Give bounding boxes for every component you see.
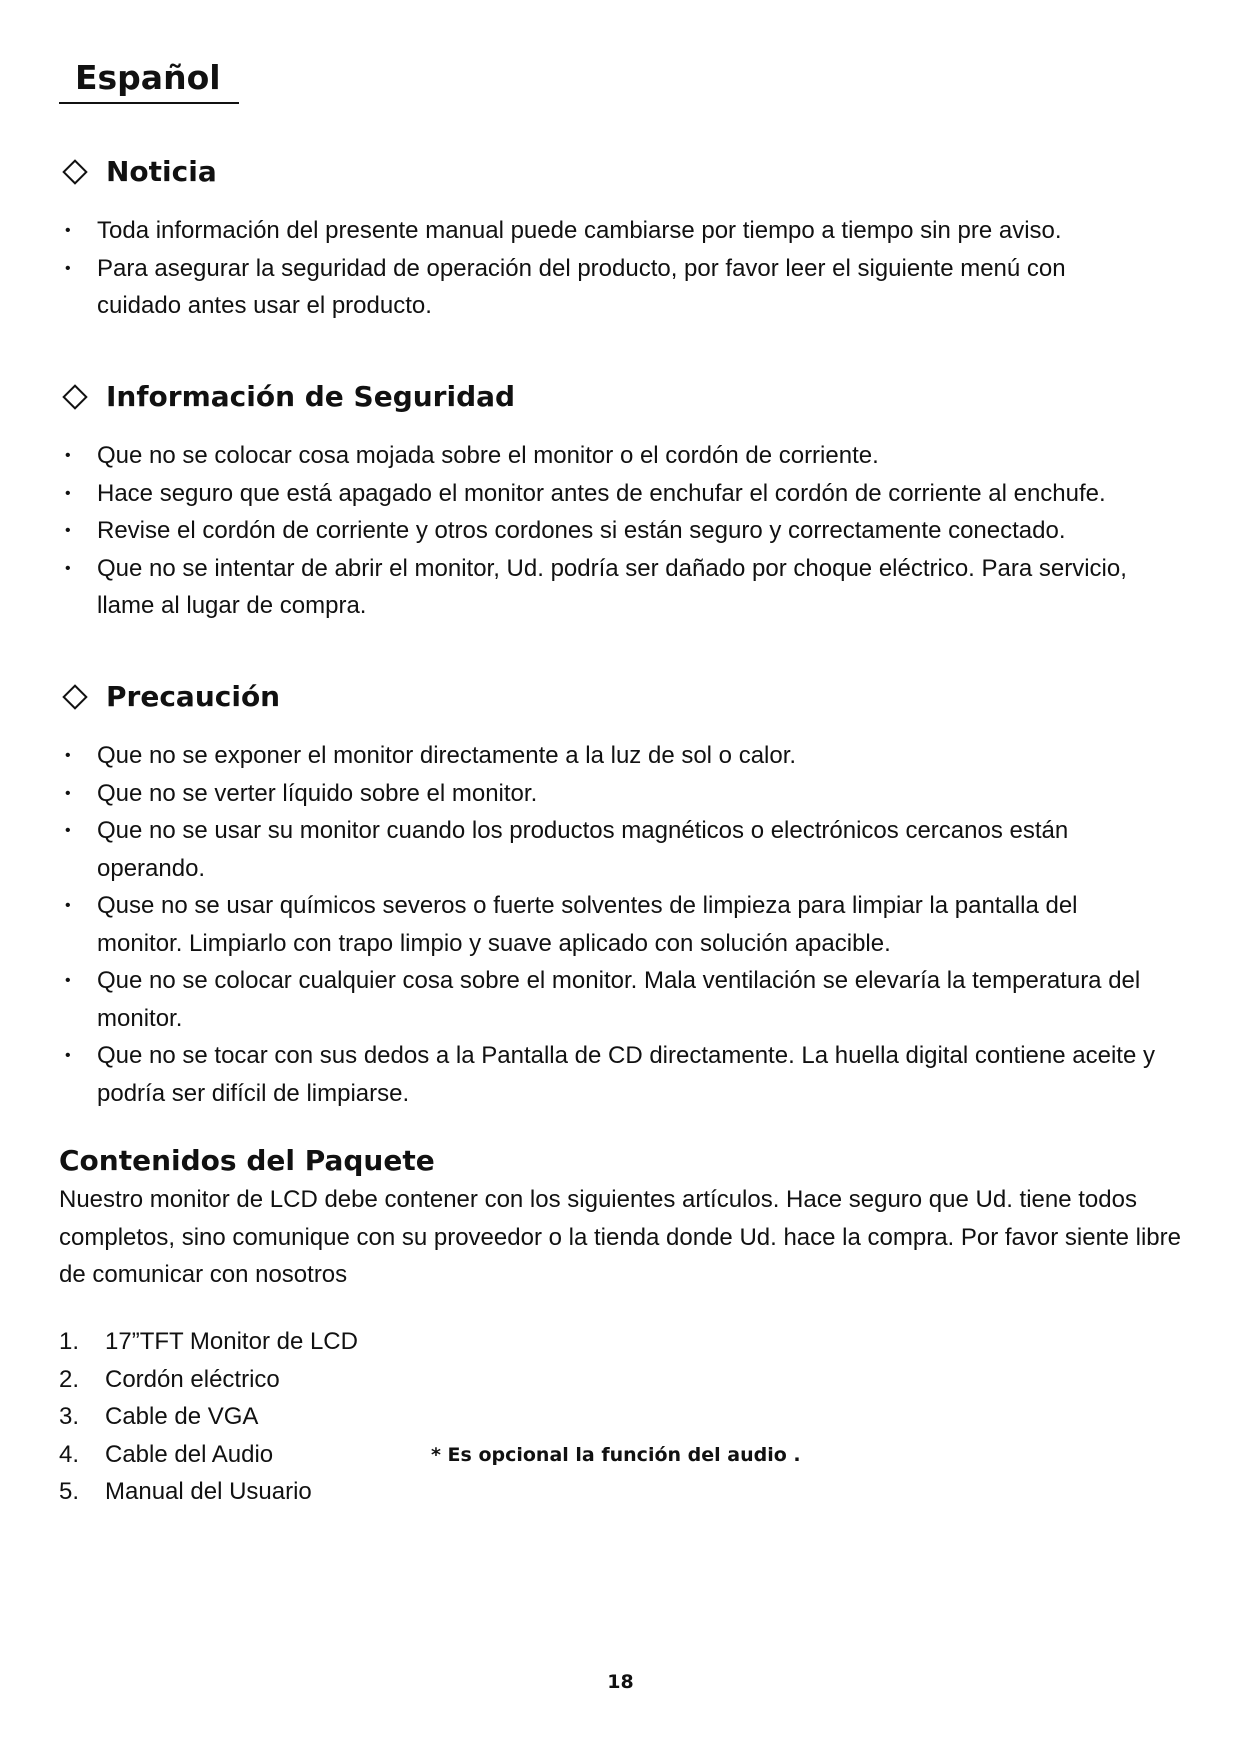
contents-heading: Contenidos del Paquete: [59, 1144, 435, 1177]
item-label: Cable de VGA: [105, 1403, 259, 1430]
safety-heading-text: Información de Seguridad: [106, 380, 516, 413]
list-item: • Que no se exponer el monitor directamente a la luz de sol o calor.: [60, 737, 1190, 775]
item-label: Manual del Usuario: [105, 1478, 312, 1505]
list-item: [59, 1398, 759, 1436]
list-item: • Para asegurar la seguridad de operación del producto, por favor leer el siguiente menú con cuidado antes usar el producto.: [60, 250, 1190, 325]
item-label: Cordón eléctrico: [105, 1365, 280, 1393]
list-item: • Que no se colocar cosa mojada sobre el monitor o el cordón de corriente.: [60, 437, 1190, 475]
diamond-icon: [62, 159, 87, 184]
caution-heading-text: Precaución: [106, 680, 281, 713]
notice-heading: [60, 155, 217, 188]
safety-list: [60, 437, 1190, 625]
audio-note: * Es opcional la función del audio .: [431, 1444, 801, 1466]
list-item: • Que no se usar su monitor cuando los productos magnéticos o electrónicos cercanos están operando.: [60, 812, 1190, 887]
caution-heading: [60, 680, 280, 713]
item-number: 5.: [59, 1478, 80, 1505]
diamond-icon: [62, 384, 87, 409]
language-title: Español: [59, 56, 239, 104]
list-item: • Hace seguro que está apagado el monitor antes de enchufar el cordón de corriente al enchufe.: [60, 475, 1190, 513]
list-item: [59, 1323, 759, 1361]
notice-heading-text: Noticia: [106, 155, 217, 188]
item-number: 3.: [59, 1403, 80, 1430]
contents-intro: Nuestro monitor de LCD debe contener con los siguientes artículos. Hace seguro que Ud. tiene todos completos, sino comunique con su proveedor o la tienda donde Ud. hace la compra. Por favor siente libre de comunicar con nosotros: [59, 1186, 1181, 1288]
diamond-icon: [62, 684, 87, 709]
item-number: 1.: [59, 1328, 80, 1355]
safety-heading: [60, 380, 515, 413]
list-item: • Que no se tocar con sus dedos a la Pantalla de CD directamente. La huella digital contiene aceite y podría ser difícil de limpiarse.: [60, 1037, 1190, 1112]
item-number: 2.: [59, 1365, 80, 1393]
page-number: 18: [607, 1671, 634, 1693]
list-item: • Revise el cordón de corriente y otros cordones si están seguro y correctamente conectado.: [60, 512, 1190, 550]
list-item: • Quse no se usar químicos severos o fuerte solventes de limpieza para limpiar la pantalla del monitor. Limpiarlo con trapo limpio y suave aplicado con solución apacible.: [60, 887, 1190, 962]
notice-list: [60, 212, 1190, 325]
item-label: Cable del Audio: [105, 1440, 274, 1468]
item-number: 4.: [59, 1440, 80, 1468]
contents-list: [59, 1323, 759, 1511]
list-item: [59, 1473, 759, 1511]
list-item: • Que no se verter líquido sobre el monitor.: [60, 775, 1190, 813]
item-label: 17”TFT Monitor de LCD: [105, 1328, 358, 1355]
list-item: • Toda información del presente manual puede cambiarse por tiempo a tiempo sin pre aviso.: [60, 212, 1190, 250]
caution-list: [60, 737, 1190, 1112]
list-item: [59, 1361, 759, 1399]
list-item: • Que no se intentar de abrir el monitor, Ud. podría ser dañado por choque eléctrico. Para servicio, llame al lugar de compra.: [60, 550, 1190, 625]
list-item: • Que no se colocar cualquier cosa sobre el monitor. Mala ventilación se elevaría la temperatura del monitor.: [60, 962, 1190, 1037]
